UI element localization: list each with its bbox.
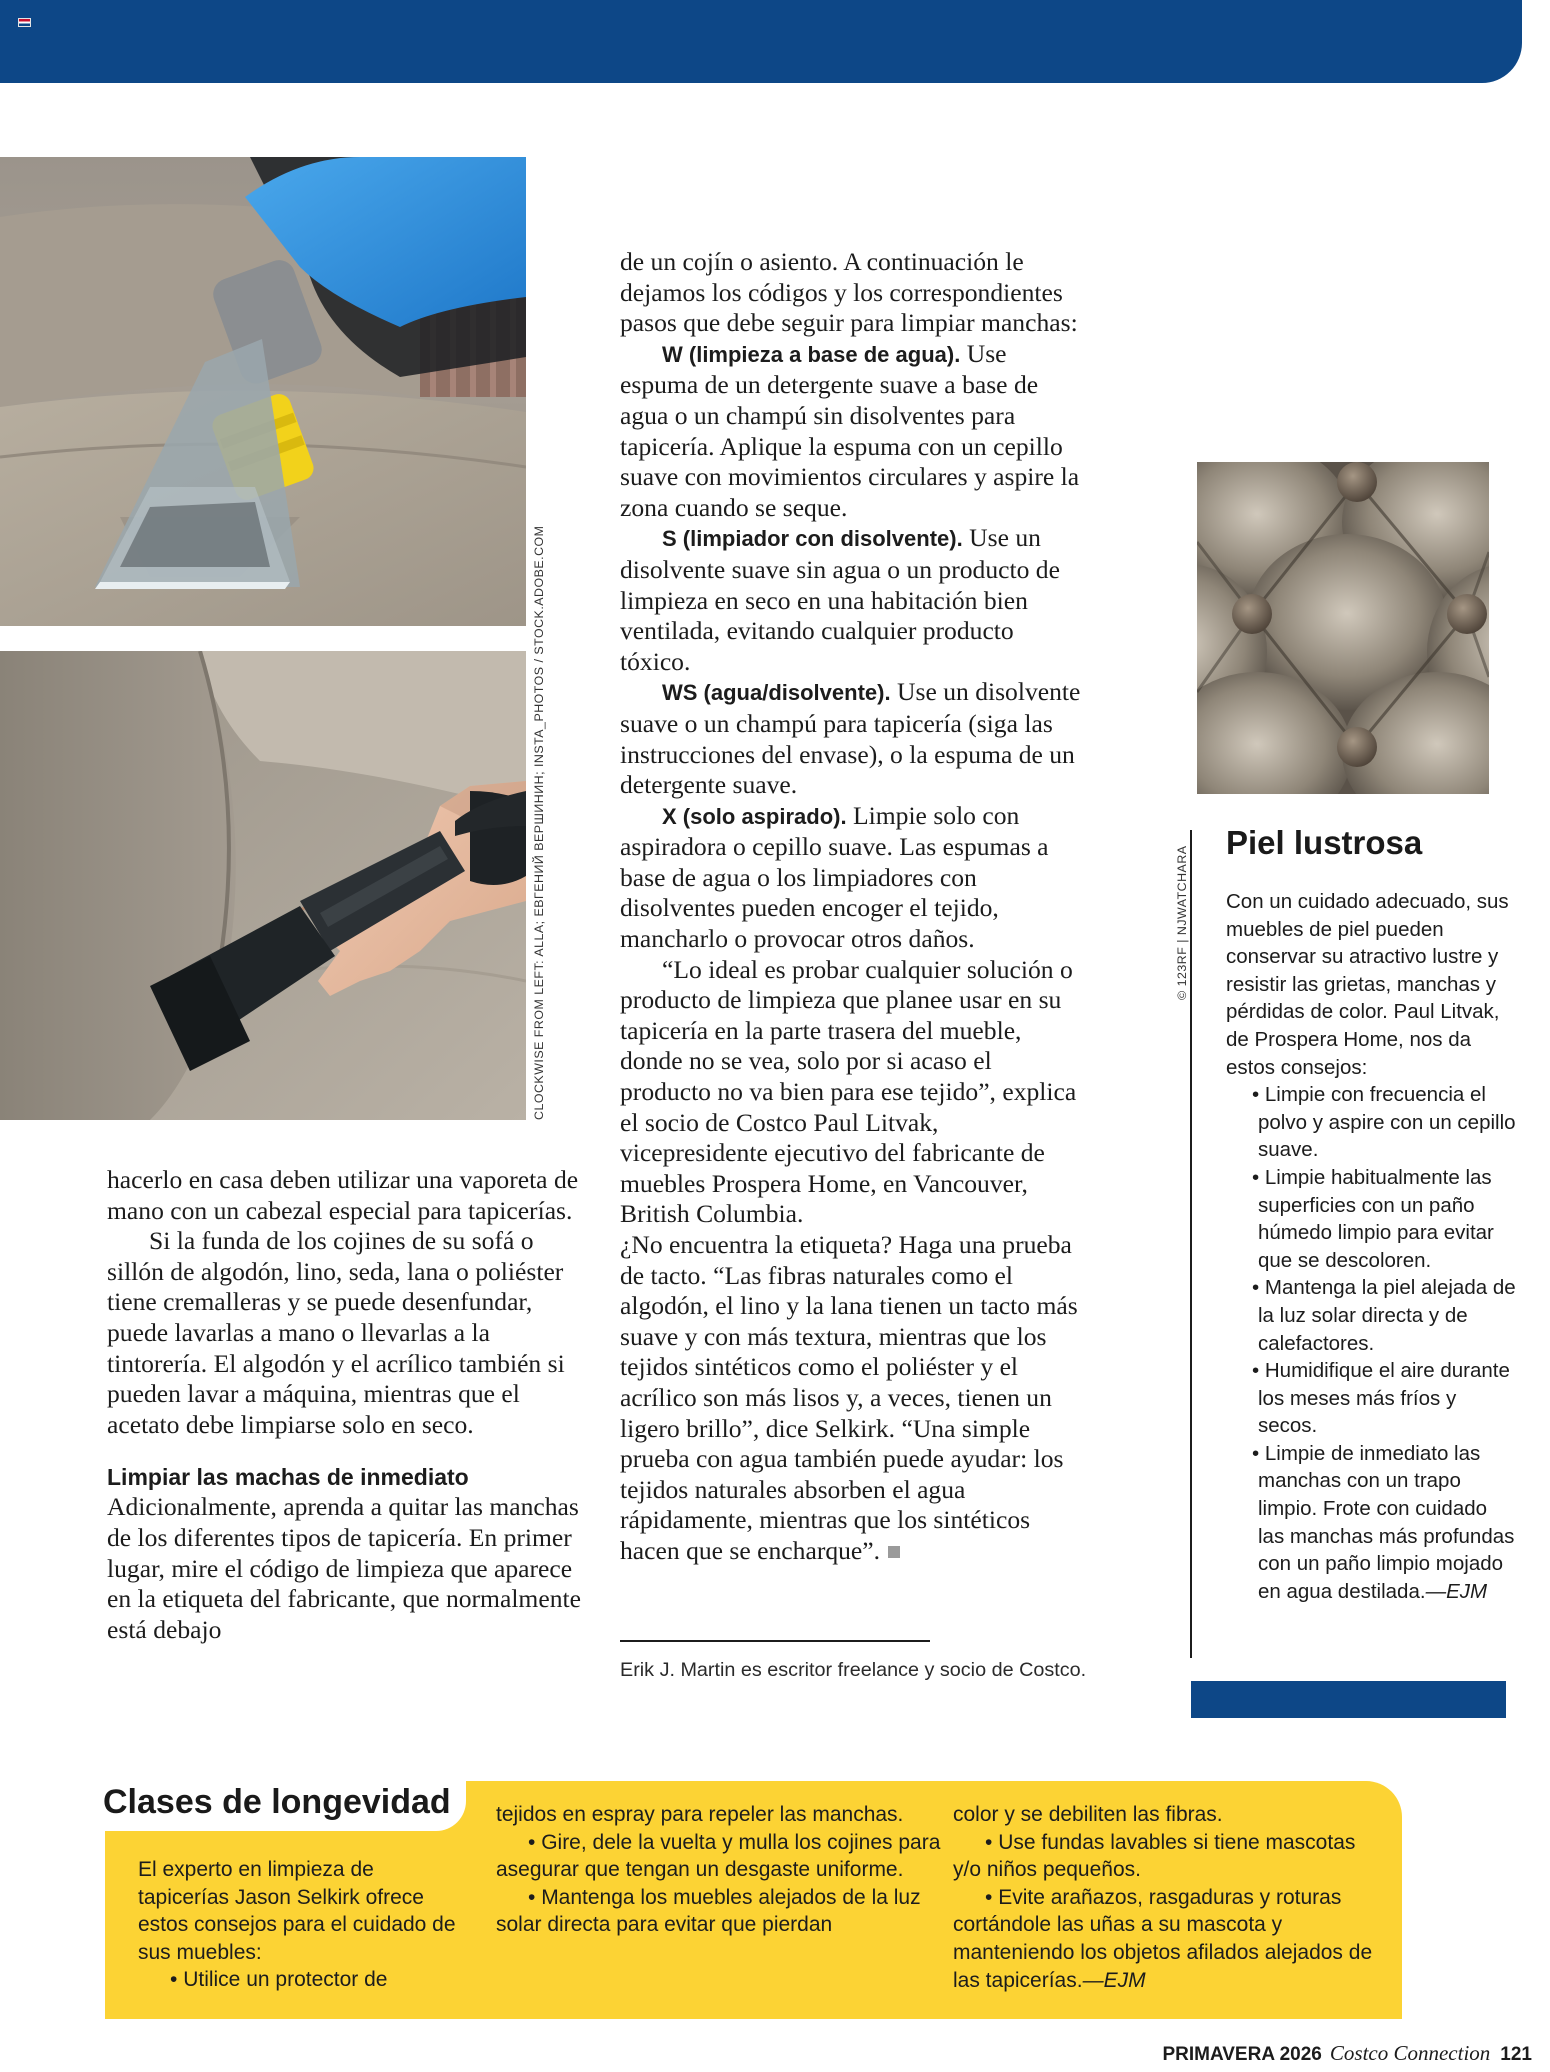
- tufted-leather-illustration: [1197, 462, 1489, 794]
- col2-paragraph-1: de un cojín o asiento. A continuación le dejamos los códigos y los correspondientes pasos que debe seguir para limpiar manchas:: [620, 247, 1078, 338]
- longevity-tip-text: Gire, dele la vuelta y mulla los cojines para asegurar que tengan un desgaste uniforme.: [496, 1830, 941, 1882]
- longevity-tip-text: Use fundas lavables si tiene mascotas y/o niños pequeños.: [953, 1830, 1356, 1882]
- code-s-paragraph: [620, 523, 1088, 677]
- col1-paragraph-3: Adicionalmente, aprenda a quitar las manchas de los diferentes tipos de tapicería. En primer lugar, mire el código de limpieza que aparece en la etiqueta del fabricante, que normalmente está debajo: [107, 1492, 581, 1644]
- photo-tufted-leather: [1197, 462, 1489, 794]
- longevity-column-2: [496, 1801, 941, 1939]
- col1-paragraph-1: hacerlo en casa deben utilizar una vaporeta de mano con un cabezal especial para tapicerías.: [107, 1165, 579, 1225]
- sidebar-tip-text: Mantenga la piel alejada de la luz solar directa y de calefactores.: [1258, 1276, 1516, 1355]
- longevity-column-3: [953, 1801, 1383, 1994]
- article-column-2: [620, 247, 1088, 1567]
- sidebar-tip: • Limpie con frecuencia el polvo y aspire con un cepillo suave.: [1252, 1083, 1516, 1162]
- sidebar-bottom-bar: [1191, 1681, 1506, 1718]
- sidebar-signoff: —EJM: [1425, 1579, 1488, 1603]
- longevity-tip: • Utilice un protector de: [170, 1968, 388, 1992]
- sidebar-tip-text: Humidifique el aire durante los meses más fríos y secos.: [1258, 1359, 1510, 1438]
- code-x-text: Limpie solo con aspiradora o cepillo suave. Las espumas a base de agua o los limpiadores con disolventes pueden encoger el tejido, mancharlo o provocar otros daños.: [620, 800, 1049, 954]
- sidebar-body: [1226, 888, 1518, 1605]
- folio-page-number: 121: [1500, 2044, 1532, 2065]
- sidebar-tip: • Limpie habitualmente las superficies con un paño húmedo limpio para evitar que se descoloren.: [1252, 1165, 1494, 1272]
- longevity-tip-text: Utilice un protector de: [183, 1968, 388, 1992]
- sidebar-tip: • Humidifique el aire durante los meses más fríos y secos.: [1252, 1359, 1510, 1438]
- author-note: Erik J. Martin es escritor freelance y socio de Costco.: [620, 1659, 1087, 1681]
- col2-quote-paragraph: “Lo ideal es probar cualquier solución o producto de limpieza que planee usar en su tapicería en la parte trasera del mueble, donde no se vea, solo por si acaso el producto no va bien para ese tejido”, explica el socio de Costco Paul Litvak, vicepresidente ejecutivo del fabricante de muebles Prospera Home, en Vancouver, British Columbia.: [620, 954, 1077, 1229]
- article-column-1: [107, 1165, 581, 1645]
- folio-magazine: Costco Connection: [1329, 2041, 1491, 2065]
- code-w-label: W (limpieza a base de agua).: [662, 341, 961, 367]
- author-divider: [620, 1640, 930, 1642]
- code-s-label: S (limpiador con disolvente).: [662, 526, 963, 552]
- sidebar-rule: [1190, 830, 1192, 1658]
- code-ws-text: Use un disolvente suave o un champú para tapicería (siga las instrucciones del envase), o la espuma de un detergente suave.: [620, 677, 1081, 800]
- sidebar-intro: Con un cuidado adecuado, sus muebles de piel pueden conservar su atractivo lustre y resistir las grietas, manchas y pérdidas de color. Paul Litvak, de Prospera Home, nos da estos consejos:: [1226, 890, 1509, 1079]
- col2-last-paragraph: [620, 1230, 1088, 1567]
- longevity-tip-continued: color y se debiliten las fibras.: [953, 1803, 1223, 1826]
- code-x-paragraph: [620, 801, 1088, 955]
- code-w-paragraph: [620, 339, 1088, 524]
- page-folio: [1162, 2040, 1532, 2068]
- extractor-illustration: [0, 157, 526, 626]
- photo-credit-right: © 123RF | NJWATCHARA: [1175, 845, 1189, 1000]
- code-x-label: X (solo aspirado).: [662, 803, 847, 829]
- longevity-title: Clases de longevidad: [103, 1783, 451, 1821]
- section-heading: Limpiar las machas de inmediato: [107, 1464, 469, 1491]
- us-flag-icon: [18, 18, 31, 27]
- longevity-column-1: [138, 1856, 468, 1994]
- longevity-tip-text: Mantenga los muebles alejados de la luz solar directa para evitar que pierdan: [496, 1885, 921, 1937]
- vacuum-illustration: [0, 651, 526, 1120]
- photo-vacuum-couch: [0, 651, 526, 1120]
- sidebar-tip: • Limpie de inmediato las manchas con un trapo limpio. Frote con cuidado las manchas más profundas con un paño limpio mojado en agua destilada.—EJM: [1252, 1441, 1515, 1603]
- longevity-tip-continued: tejidos en espray para repeler las manchas.: [496, 1803, 904, 1826]
- longevity-tip: • Use fundas lavables si tiene mascotas y/o niños pequeños.: [953, 1830, 1356, 1882]
- code-ws-label: WS (agua/disolvente).: [662, 680, 891, 706]
- top-banner: [0, 0, 1522, 83]
- col1-paragraph-2: Si la funda de los cojines de su sofá o sillón de algodón, lino, seda, lana o poliéster tiene cremalleras y se puede desenfundar, puede lavarlas a mano o llevarlas a la tintorería. El algodón y el acrílico también si pueden lavar a máquina, mientras que el acetato debe limpiarse solo en seco.: [107, 1226, 565, 1439]
- longevity-tip: • Mantenga los muebles alejados de la luz solar directa para evitar que pierdan: [496, 1885, 921, 1937]
- photo-upholstery-extractor: [0, 157, 526, 626]
- code-w-text: Use espuma de un detergente suave a base de agua o un champú sin disolventes para tapicería. Aplique la espuma con un cepillo suave con movimientos circulares y aspire la zona cuando se seque.: [620, 338, 1080, 522]
- sidebar-tip: • Mantenga la piel alejada de la luz solar directa y de calefactores.: [1252, 1276, 1516, 1355]
- sidebar-tip-text: Limpie con frecuencia el polvo y aspire con un cepillo suave.: [1258, 1083, 1516, 1162]
- col2-last-text: ¿No encuentra la etiqueta? Haga una prueba de tacto. “Las fibras naturales como el algodón, el lino y la lana tienen un tacto más suave y con más textura, mientras que los tejidos sintéticos como el poliéster y el acrílico son más lisos y, a veces, tienen un ligero brillo”, dice Selkirk. “Una simple prueba con agua también puede ayudar: los tejidos naturales absorben el agua rápidamente, mientras que los sintéticos hacen que se encharque”.: [620, 1230, 1078, 1565]
- sidebar-title: Piel lustrosa: [1226, 824, 1423, 861]
- folio-season: PRIMAVERA 2026: [1162, 2044, 1322, 2065]
- photo-credit-left: CLOCKWISE FROM LEFT: ALLA; ЕВГЕНИЙ ВЕРШИНИН; INSTA_PHOTOS / STOCK.ADOBE.COM: [532, 525, 546, 1120]
- longevity-tip: • Evite arañazos, rasgaduras y roturas cortándole las uñas a su mascota y manteniendo los objetos afilados alejados de las tapicerías.—EJM: [953, 1885, 1373, 1992]
- code-ws-paragraph: [620, 677, 1088, 800]
- longevity-intro: El experto en limpieza de tapicerías Jason Selkirk ofrece estos consejos para el cuidado de sus muebles:: [138, 1858, 456, 1964]
- longevity-signoff: —EJM: [1082, 1968, 1146, 1992]
- code-s-text: Use un disolvente suave sin agua o un producto de limpieza en seco en una habitación bien ventilada, evitando cualquier producto tóxico.: [620, 523, 1060, 676]
- longevity-tip: • Gire, dele la vuelta y mulla los cojines para asegurar que tengan un desgaste uniforme.: [496, 1830, 941, 1882]
- end-mark-icon: [888, 1546, 900, 1558]
- sidebar-tip-text: Limpie de inmediato las manchas con un trapo limpio. Frote con cuidado las manchas más profundas con un paño limpio mojado en agua destilada.: [1258, 1441, 1515, 1603]
- longevity-tip-text: Evite arañazos, rasgaduras y roturas cortándole las uñas a su mascota y manteniendo los objetos afilados alejados de las tapicerías.: [953, 1885, 1373, 1992]
- sidebar-tip-text: Limpie habitualmente las superficies con un paño húmedo limpio para evitar que se descoloren.: [1258, 1165, 1494, 1272]
